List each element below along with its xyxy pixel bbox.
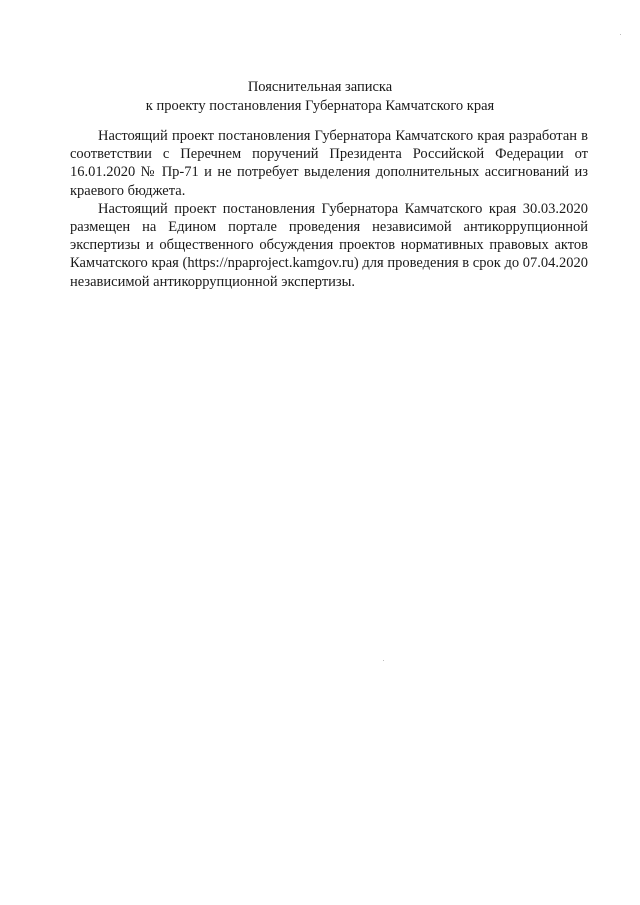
title-line-2: к проекту постановления Губернатора Камчатского края [145,98,495,114]
paragraph-2: Настоящий проект постановления Губернатора Камчатского края 30.03.2020 размещен на Едином портале проведения независимой антикоррупционной экспертизы и общественного обсуждения проектов нормативных правовых актов Камчатского края (https://npaproject.kamgov.ru) для проведения в срок до 07.04.2020 независимой антикоррупционной экспертизы. [70,200,588,290]
document-body [70,127,588,291]
title-line-1: Пояснительная записка [247,79,393,95]
scan-speck [620,34,621,35]
document-title [60,78,580,116]
paragraph-1: Настоящий проект постановления Губернатора Камчатского края разработан в соответствии с Перечнем поручений Президента Российской Федерации от 16.01.2020 № Пр-71 и не потребует выделения дополнительных ассигнований из краевого бюджета. [70,128,588,199]
scan-speck [383,660,384,661]
